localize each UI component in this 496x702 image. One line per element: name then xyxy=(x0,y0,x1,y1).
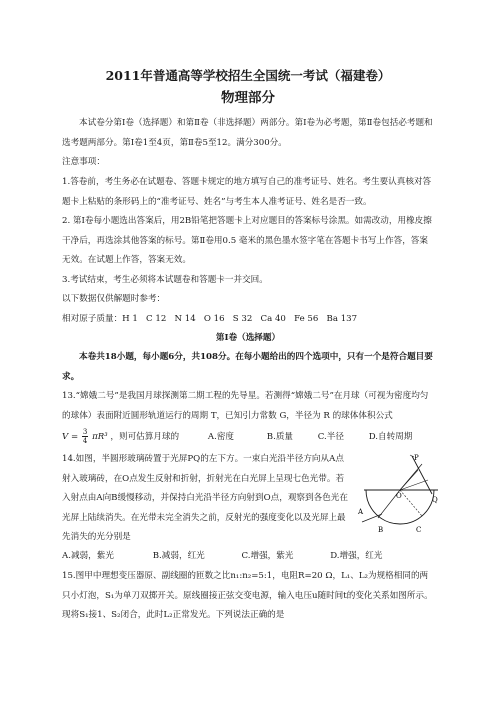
notes-title: 注意事项： xyxy=(62,157,105,167)
question-14-options xyxy=(62,547,434,567)
note-3: 3.考试结束，考生必须将本试题卷和答题卡一并交回。 xyxy=(62,275,268,285)
q13-option-d: D.自转周期 xyxy=(368,432,413,442)
intro-paragraph: 本试卷分第Ⅰ卷（选择题）和第Ⅱ卷（非选择题）两部分。第Ⅰ卷为必考题，第Ⅱ卷包括必考题和选考题两部分。第Ⅰ卷1至4页，第Ⅱ卷5至12。满分300分。 xyxy=(62,118,433,148)
q14-option-d: D.增强，红光 xyxy=(330,551,383,561)
question-13 xyxy=(62,387,434,426)
section-description: 本卷共18小题，每小题6分，共108分。在每小题给出的四个选项中，只有一个是符合题目要求。 xyxy=(62,352,433,382)
fraction-denominator: 4 xyxy=(82,437,88,445)
label-q: Q xyxy=(432,496,438,504)
exam-title: 2011年普通高等学校招生全国统一考试（福建卷） xyxy=(105,68,391,83)
reference-title: 以下数据仅供解题时参考： xyxy=(62,294,166,304)
q13-option-a: A.密度 xyxy=(207,432,235,442)
label-o: O xyxy=(396,492,402,500)
label-p: P xyxy=(414,454,419,462)
q13-option-b: B.质量 xyxy=(266,432,294,442)
question-15: 15.图甲中理想变压器原、副线圈的匝数之比n₁:n₂=5:1，电阻R=20 Ω，L₁、L₂为规格相同的两只小灯泡，S₁为单刀双掷开关。原线圈接正弦交变电源，输入电压u随时间t的变化关系如图所示。现将S₁接1、S₂闭合，此时L₂正常发光。下列说法正确的是 xyxy=(62,571,433,620)
question-13-formula-line xyxy=(62,426,434,448)
q13-option-c: C.半径 xyxy=(317,432,344,442)
label-c: C xyxy=(416,526,422,534)
optics-figure xyxy=(352,452,440,562)
formula-rhs: πR³ xyxy=(92,432,108,442)
label-b: B xyxy=(378,526,384,534)
atomic-masses: 相对原子质量：H 1 C 12 N 14 O 16 S 32 Ca 40 Fe 56 Ba 137 xyxy=(62,314,358,324)
section-heading: 第Ⅰ卷（选择题） xyxy=(215,333,281,343)
q14-option-c: C.增强，紫光 xyxy=(241,551,294,561)
question-14: 14.如图，半圆形玻璃砖置于光屏PQ的左下方。一束白光沿半径方向从A点射入玻璃砖，在O点发生反射和折射，折射光在白光屏上呈现七色光带。若入射点由A向B缓慢移动，并保持白光沿半径方向射到O点，观察到各色光在光屏上陆续消失。在光带未完全消失之前，反射光的强度变化以及光屏上最先消失的光分别是 xyxy=(62,454,348,542)
question-13-text: 13.“嫦娥二号”是我国月球探测第二期工程的先导星。若测得“嫦娥二号”在月球（可视为密度均匀的球体）表面附近圆形轨道运行的周期 T，已知引力常数 G，半径为 R 的球体体积公式 xyxy=(62,391,429,421)
formula-fraction xyxy=(82,428,88,445)
note-2: 2. 第Ⅰ卷每小题选出答案后，用2B铅笔把答题卡上对应题目的答案标号涂黑。如需改动，用橡皮擦干净后，再选涂其他答案的标号。第Ⅱ卷用0.5 毫米的黑色墨水签字笔在答题卡书写上作答，答案无效。在试题上作答，答案无效。 xyxy=(62,216,432,265)
q14-option-a: A.减弱，紫光 xyxy=(62,551,114,561)
fraction-numerator: 3 xyxy=(82,428,88,436)
note-1: 1.答卷前，考生务必在试题卷、答题卡规定的地方填写自己的准考证号、姓名。考生要认真核对答题卡上粘贴的条形码上的“准考证号、姓名”与考生本人准考证号、姓名是否一致。 xyxy=(62,177,432,207)
formula-lhs: V = xyxy=(62,432,79,442)
q14-option-b: B.减弱，红光 xyxy=(152,551,205,561)
question-13-tail: ，则可估算月球的 xyxy=(110,432,180,442)
label-a: A xyxy=(358,508,364,516)
exam-subtitle: 物理部分 xyxy=(221,90,275,106)
